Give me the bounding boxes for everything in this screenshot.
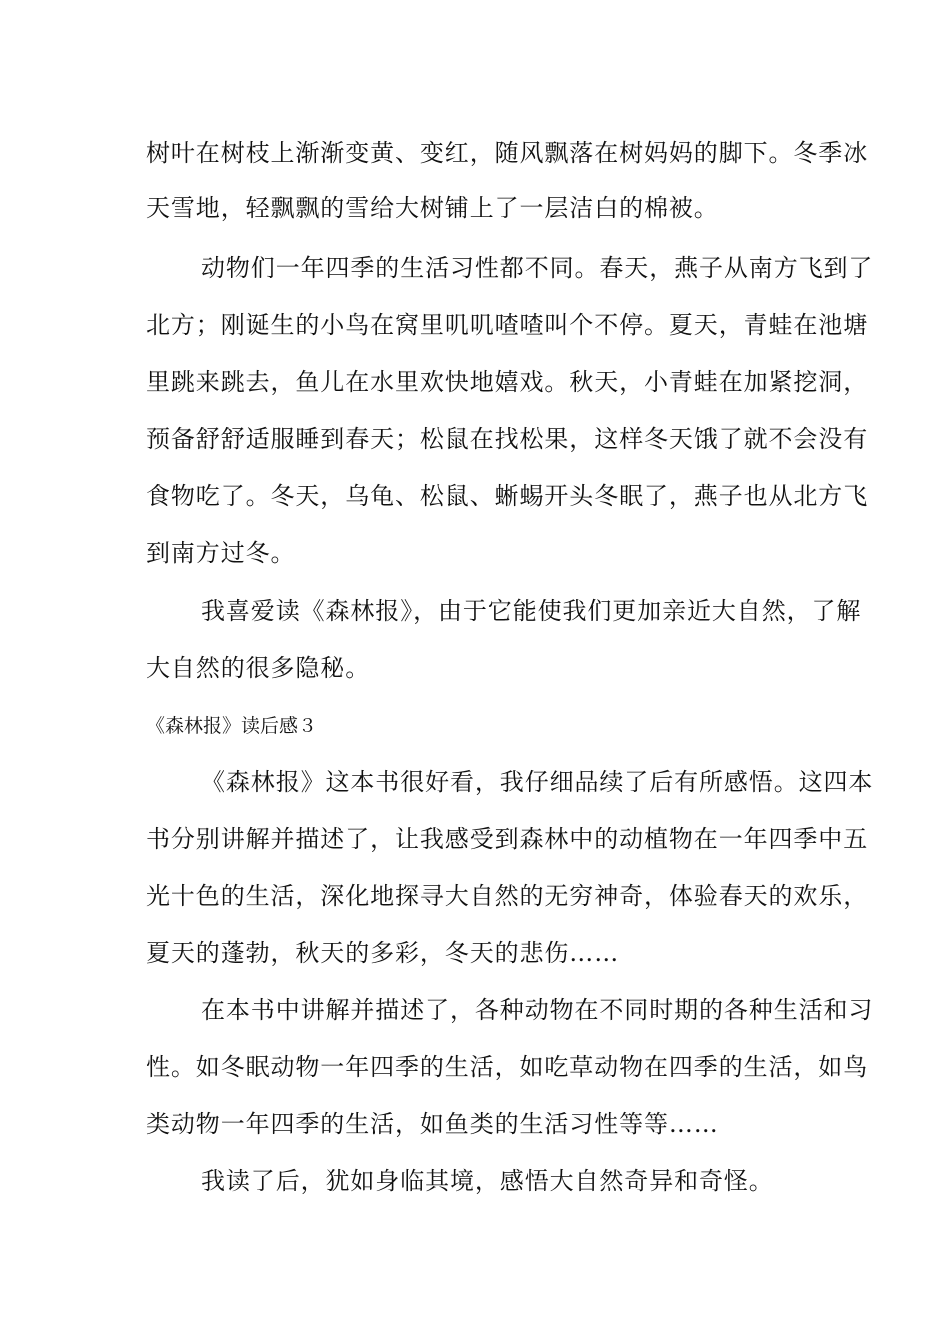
paragraph-2-line-5: 食物吃了。冬天，乌龟、松鼠、蜥蜴开头冬眠了，燕子也从北方飞 [146,482,869,510]
paragraph-4-line-2: 书分别讲解并描述了，让我感受到森林中的动植物在一年四季中五 [146,825,869,853]
paragraph-1-line-1: 树叶在树枝上渐渐变黄、变红，随风飘落在树妈妈的脚下。冬季冰 [146,139,869,167]
paragraph-2-line-6: 到南方过冬。 [146,539,296,567]
paragraph-4-line-4: 夏天的蓬勃，秋天的多彩，冬天的悲伤…… [146,939,620,967]
paragraph-4-line-1: 《森林报》这本书很好看，我仔细品续了后有所感悟。这四本 [201,768,874,796]
paragraph-5-line-3: 类动物一年四季的生活，如鱼类的生活习性等等…… [146,1110,719,1138]
paragraph-2-line-3: 里跳来跳去，鱼儿在水里欢快地嬉戏。秋天，小青蛙在加紧挖洞， [146,368,869,396]
paragraph-5-line-1: 在本书中讲解并描述了，各种动物在不同时期的各种生活和习 [201,996,874,1024]
section-heading: 《森林报》读后感３ [146,715,318,737]
paragraph-3-line-2: 大自然的很多隐秘。 [146,654,371,682]
paragraph-2-line-1: 动物们一年四季的生活习性都不同。春天，燕子从南方飞到了 [201,254,874,282]
paragraph-2-line-4: 预备舒舒适服睡到春天；松鼠在找松果，这样冬天饿了就不会没有 [146,425,869,453]
paragraph-6-line-1: 我读了后，犹如身临其境，感悟大自然奇异和奇怪。 [201,1167,774,1195]
paragraph-2-line-2: 北方；刚诞生的小鸟在窝里叽叽喳喳叫个不停。夏天，青蛙在池塘 [146,311,869,339]
paragraph-3-line-1: 我喜爱读《森林报》，由于它能使我们更加亲近大自然，了解 [201,597,862,625]
paragraph-5-line-2: 性。如冬眠动物一年四季的生活，如吃草动物在四季的生活，如鸟 [146,1053,869,1081]
paragraph-1-line-2: 天雪地，轻飘飘的雪给大树铺上了一层洁白的棉被。 [146,194,719,222]
paragraph-4-line-3: 光十色的生活，深化地探寻大自然的无穷神奇，体验春天的欢乐， [146,882,869,910]
